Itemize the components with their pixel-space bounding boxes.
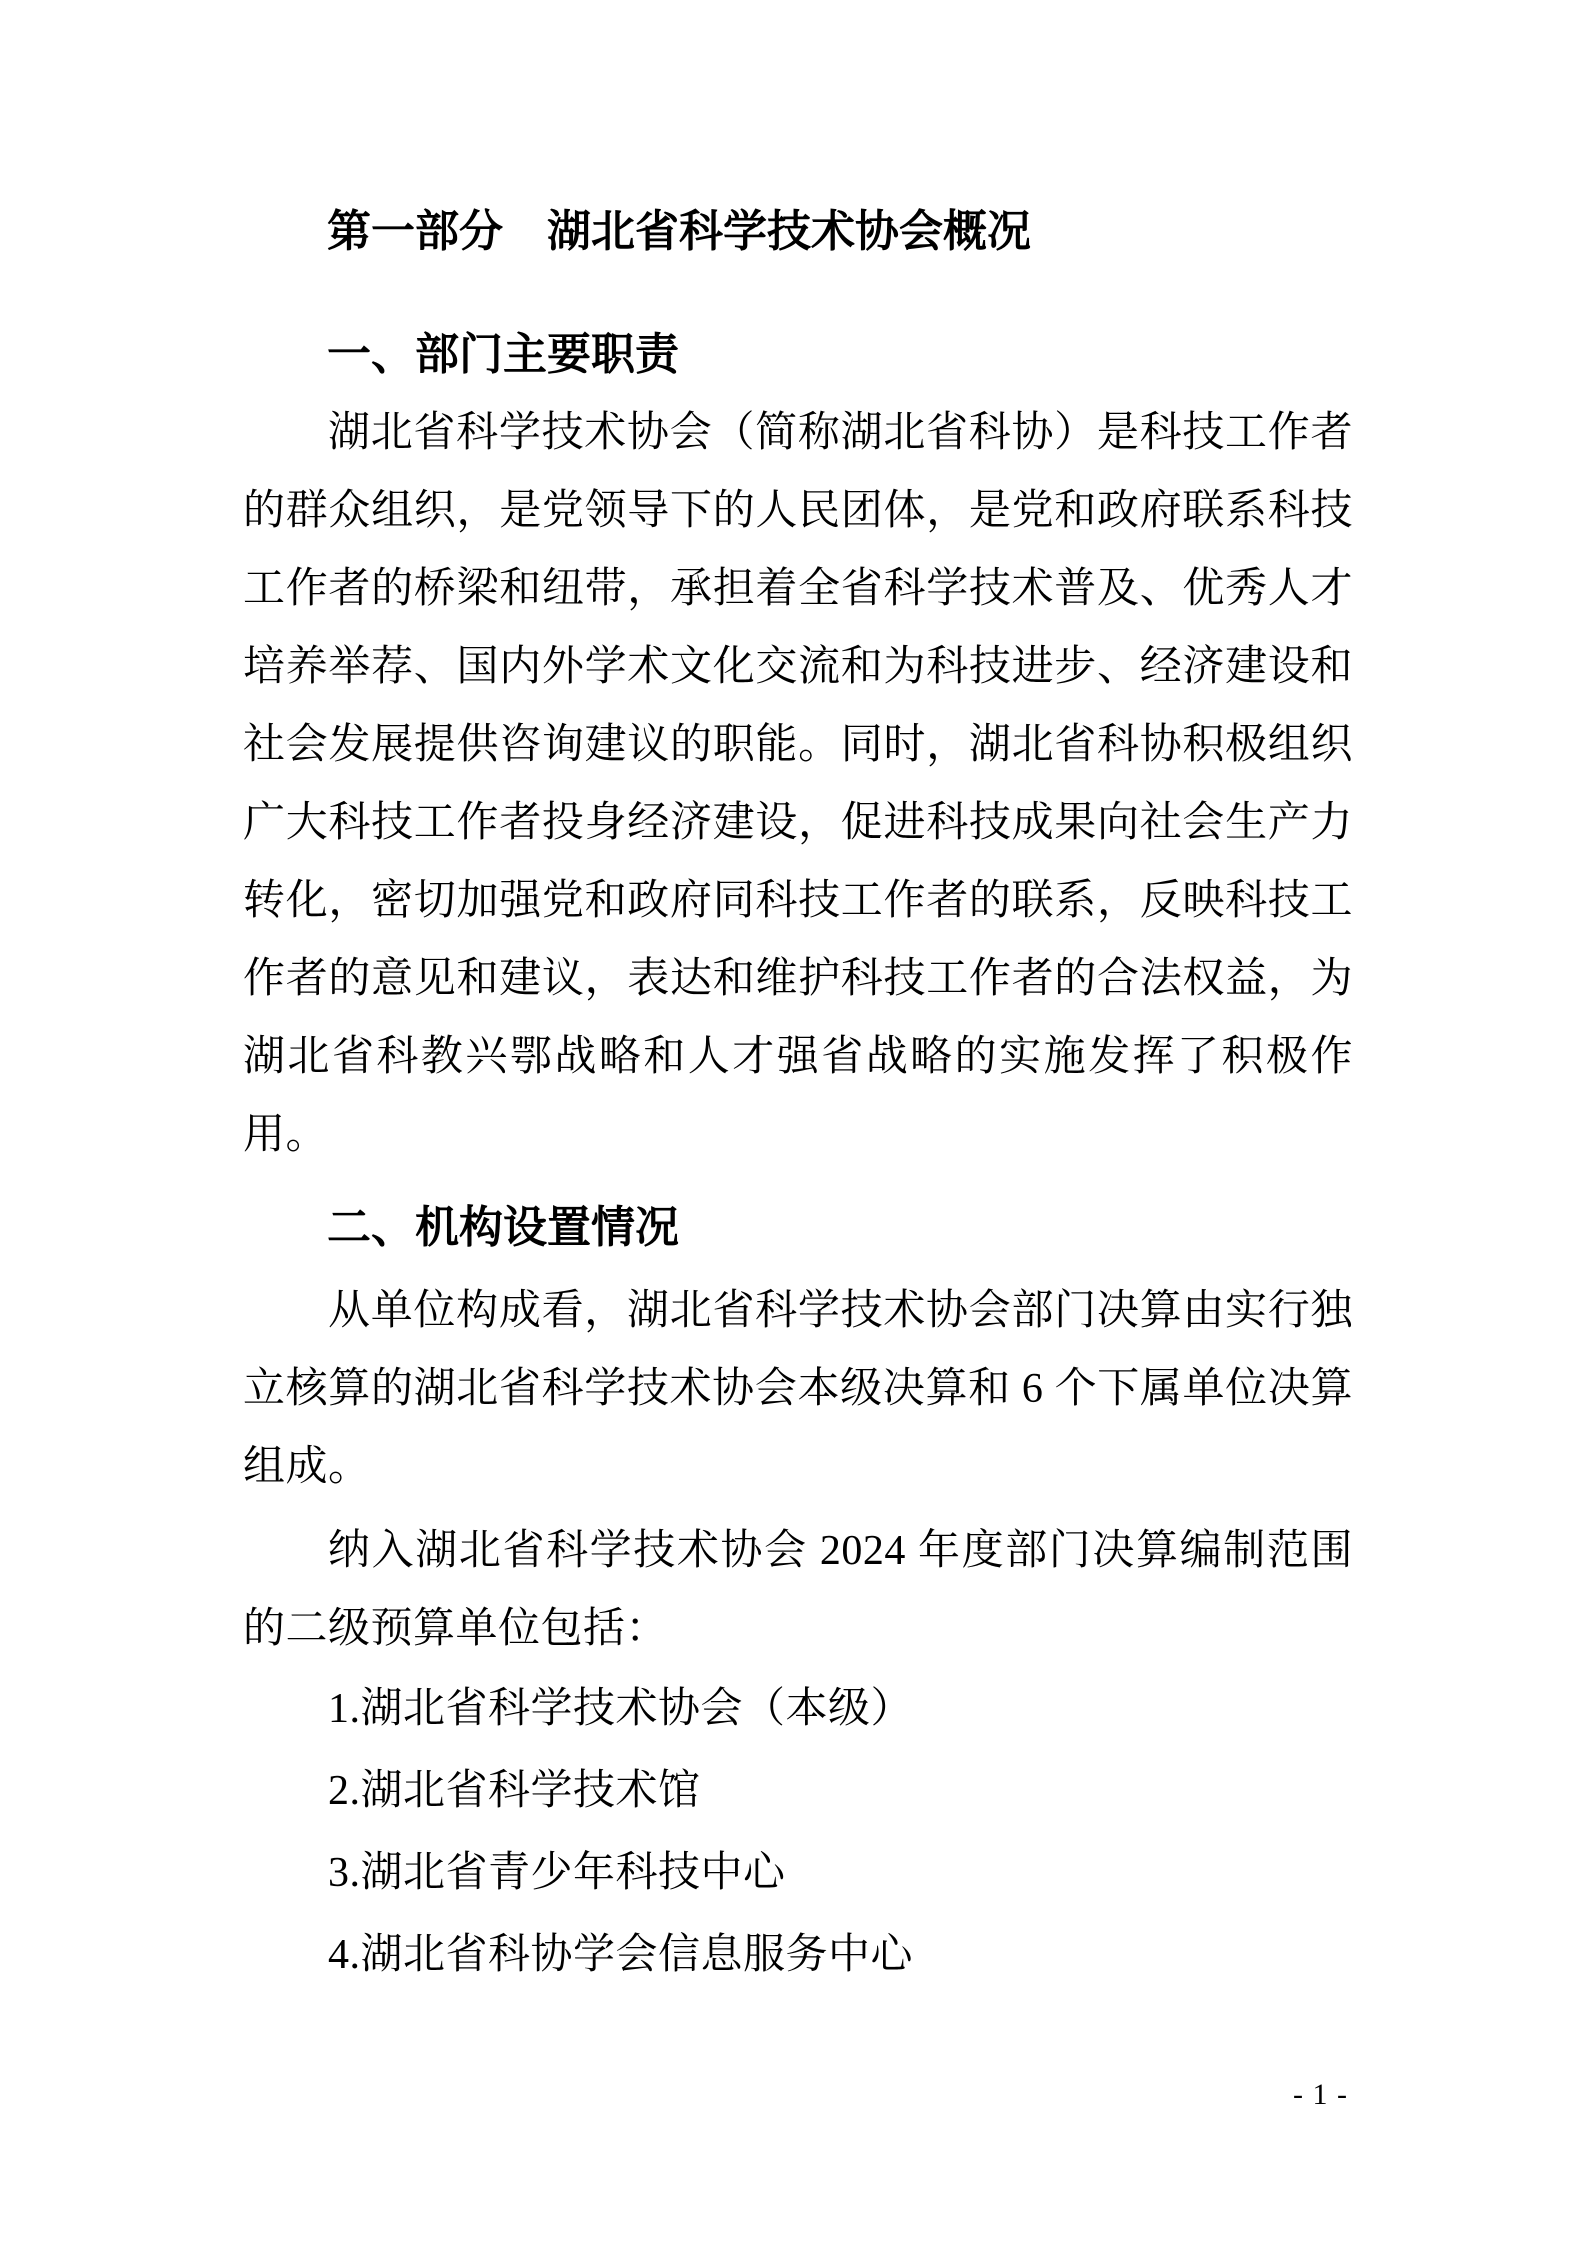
list-item-unit-2: 2.湖北省科学技术馆 [328, 1768, 701, 1814]
document-title: 第一部分 湖北省科学技术协会概况 [327, 207, 1031, 256]
page-number: - 1 - [1293, 2078, 1348, 2111]
section-1-heading: 一、部门主要职责 [327, 330, 679, 379]
section-1-paragraph: 湖北省科学技术协会（简称湖北省科协）是科技工作者的群众组织，是党领导下的人民团体，是党和政府联系科技工作者的桥梁和纽带，承担着全省科学技术普及、优秀人才培养举荐、国内外学术文化交流和为科技进步、经济建设和社会发展提供咨询建议的职能。同时，湖北省科协积极组织广大科技工作者投身经济建设，促进科技成果向社会生产力转化，密切加强党和政府同科技工作者的联系，反映科技工作者的意见和建议，表达和维护科技工作者的合法权益，为湖北省科教兴鄂战略和人才强省战略的实施发挥了积极作用。 [243, 410, 1353, 1158]
section-2-heading: 二、机构设置情况 [327, 1203, 679, 1252]
section-2-paragraph-scope: 纳入湖北省科学技术协会 2024 年度部门决算编制范围的二级预算单位包括： [243, 1528, 1353, 1652]
list-item-unit-3: 3.湖北省青少年科技中心 [328, 1850, 786, 1896]
section-2-paragraph-units: 从单位构成看，湖北省科学技术协会部门决算由实行独立核算的湖北省科学技术协会本级决算和 6 个下属单位决算组成。 [243, 1288, 1353, 1490]
list-item-unit-4: 4.湖北省科协学会信息服务中心 [328, 1932, 914, 1978]
list-item-unit-1: 1.湖北省科学技术协会（本级） [328, 1686, 914, 1732]
budget-unit-list [243, 1670, 1353, 1994]
